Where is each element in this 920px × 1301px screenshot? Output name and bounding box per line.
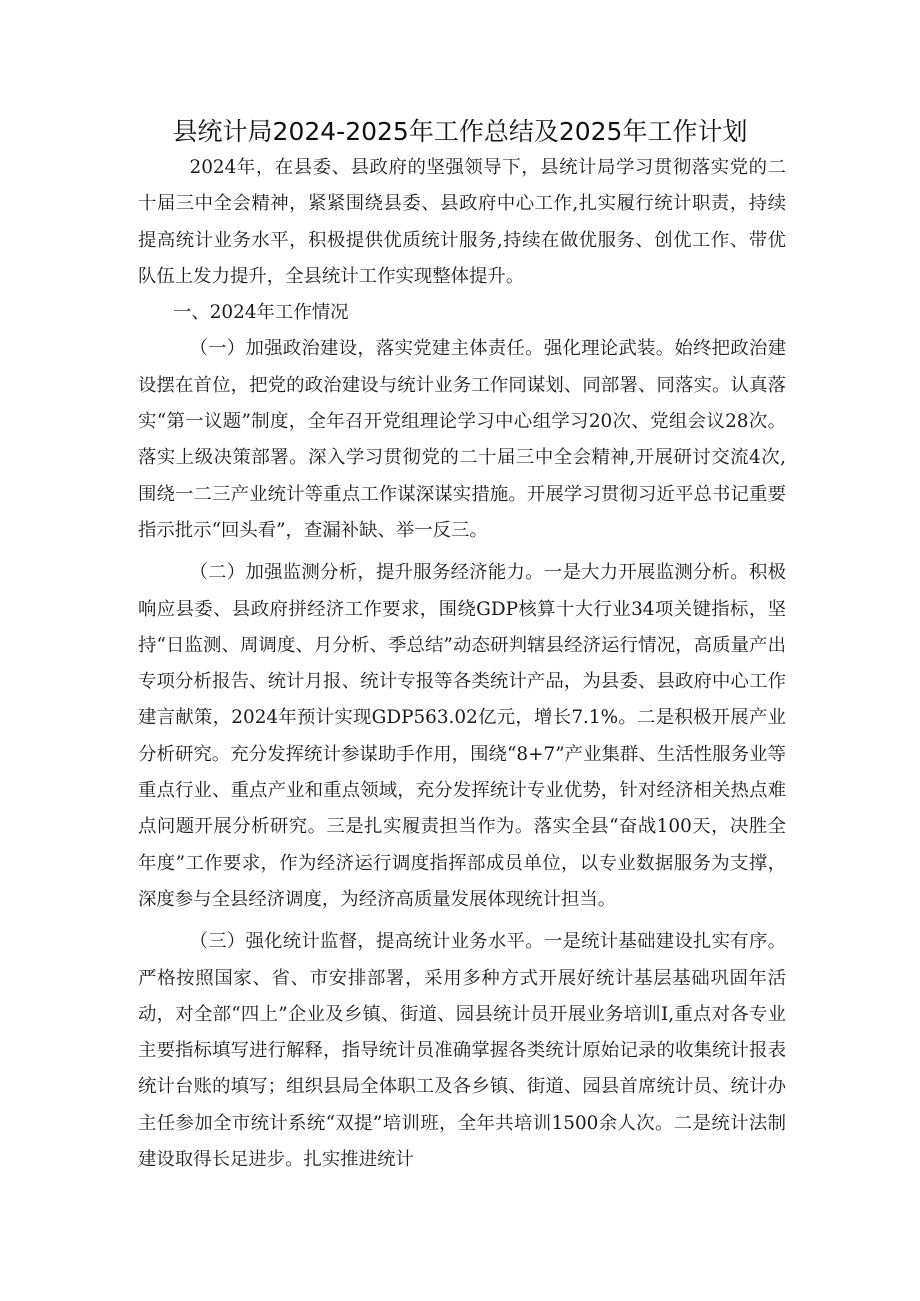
section-heading-1: 一、2024年工作情况: [172, 302, 349, 324]
paragraph-monitoring-analysis: （二）加强监测分析，提升服务经济能力。一是大力开展监测分析。积极响应县委、县政府拼经济工作要求，围绕GDP核算十大行业34项关键指标，坚持“日监测、周调度、月分析、季总结”动态研判辖县经济运行情况，高质量产出专项分析报告、统计月报、统计专报等各类统计产品，为县委、县政府中心工作建言献策，2024年预计实现GDP563.02亿元，增长7.1%。二是积极开展产业分析研究。充分发挥统计参谋助手作用，围绕“8+7”产业集群、生活性服务业等重点行业、重点产业和重点领域，充分发挥统计专业优势，针对经济相关热点难点问题开展分析研究。三是扎实履责担当作为。落实全县“奋战100天，决胜全年度”工作要求，作为经济运行调度指挥部成员单位，以专业数据服务为支撑，深度参与全县经济调度，为经济高质量发展体现统计担当。: [138, 562, 786, 910]
paragraph-political-building: （一）加强政治建设，落实党建主体责任。强化理论武装。始终把政治建设摆在首位，把党的政治建设与统计业务工作同谋划、同部署、同落实。认真落实“第一议题”制度，全年召开党组理论学习中心组学习20次、党组会议28次。落实上级决策部署。深入学习贯彻党的二十届三中全会精神,开展研讨交流4次,围绕一二三产业统计等重点工作谋深谋实措施。开展学习贯彻习近平总书记重要指示批示“回头看”，查漏补缺、举一反三。: [138, 338, 786, 541]
document-title: 县统计局2024-2025年工作总结及2025年工作计划: [172, 117, 748, 146]
document-body: [138, 150, 786, 1178]
intro-paragraph: 2024年，在县委、县政府的坚强领导下，县统计局学习贯彻落实党的二十届三中全会精神，紧紧围绕县委、县政府中心工作,扎实履行统计职责，持续提高统计业务水平，积极提供优质统计服务,持续在做优服务、创优工作、带优队伍上发力提升，全县统计工作实现整体提升。: [138, 157, 786, 287]
paragraph-statistical-supervision: （三）强化统计监督，提高统计业务水平。一是统计基础建设扎实有序。严格按照国家、省、市安排部署，采用多种方式开展好统计基层基础巩固年活动，对全部“四上”企业及乡镇、街道、园县统计员开展业务培训I,重点对各专业主要指标填写进行解释，指导统计员准确掌握各类统计原始记录的收集统计报表统计台账的填写；组织县局全体职工及各乡镇、街道、园县首席统计员、统计办主任参加全市统计系统“双提”培训班，全年共培训1500余人次。二是统计法制建设取得长足进步。扎实推进统计: [138, 931, 786, 1171]
